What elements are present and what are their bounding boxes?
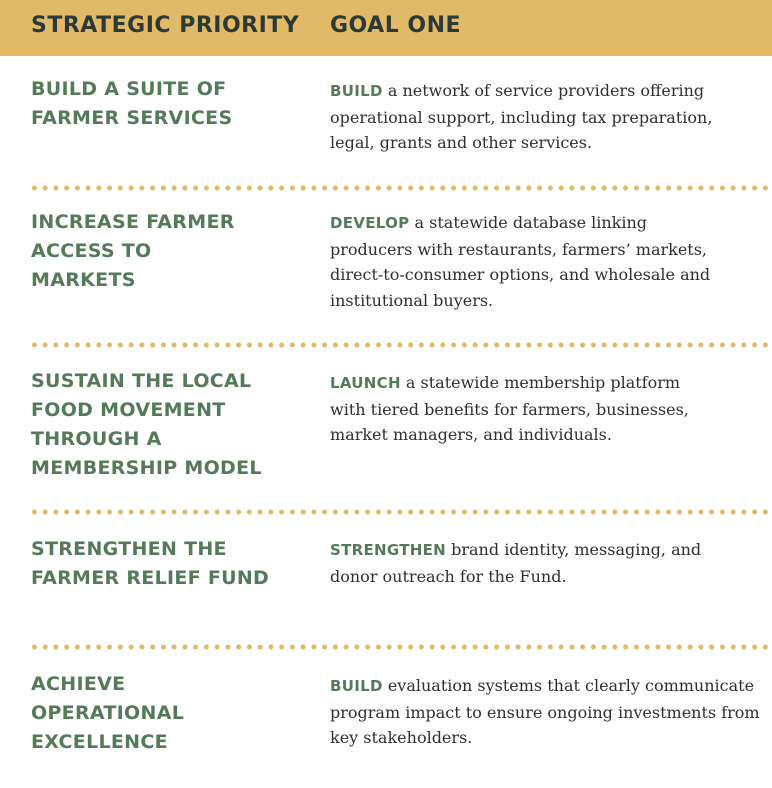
priority-label: ACHIEVE OPERATIONAL EXCELLENCE — [31, 673, 185, 753]
dotted-divider — [29, 342, 772, 348]
priority-label: STRENGTHEN THE FARMER RELIEF FUND — [31, 538, 270, 589]
priority-label: INCREASE FARMER ACCESS TO MARKETS — [31, 211, 235, 291]
goal-text — [330, 537, 715, 589]
goal-description: brand identity, messaging, and donor outreach for the Fund. — [330, 540, 702, 586]
goal-description: a statewide membership platform with tiered benefits for farmers, businesses, market managers, and individuals. — [330, 373, 689, 444]
priority-label: BUILD A SUITE OF FARMER SERVICES — [31, 78, 233, 129]
goal-text — [330, 78, 760, 156]
goal-text — [330, 673, 760, 751]
dotted-divider — [29, 509, 772, 515]
goal-verb: LAUNCH — [330, 374, 401, 392]
goal-one-heading: GOAL ONE — [330, 13, 462, 38]
dotted-divider — [29, 644, 772, 650]
goal-verb: STRENGTHEN — [330, 541, 447, 559]
goal-description: evaluation systems that clearly communicate program impact to ensure ongoing investments from key stakeholders. — [330, 676, 760, 747]
dotted-divider — [29, 185, 772, 191]
goal-text — [330, 370, 710, 448]
priority-label: SUSTAIN THE LOCAL FOOD MOVEMENT THROUGH A MEMBERSHIP MODEL — [31, 370, 262, 479]
goal-verb: BUILD — [330, 677, 383, 695]
goal-verb: BUILD — [330, 82, 383, 100]
goal-description: a network of service providers offering operational support, including tax preparation, legal, grants and other services. — [330, 81, 713, 152]
goal-text — [330, 210, 720, 313]
strategic-priority-heading: STRATEGIC PRIORITY — [31, 13, 300, 38]
goal-description: a statewide database linking producers with restaurants, farmers’ markets, direct-to-consumer options, and wholesale and institutional buyers. — [330, 213, 711, 310]
table-header — [0, 0, 772, 56]
goal-verb: DEVELOP — [330, 214, 410, 232]
